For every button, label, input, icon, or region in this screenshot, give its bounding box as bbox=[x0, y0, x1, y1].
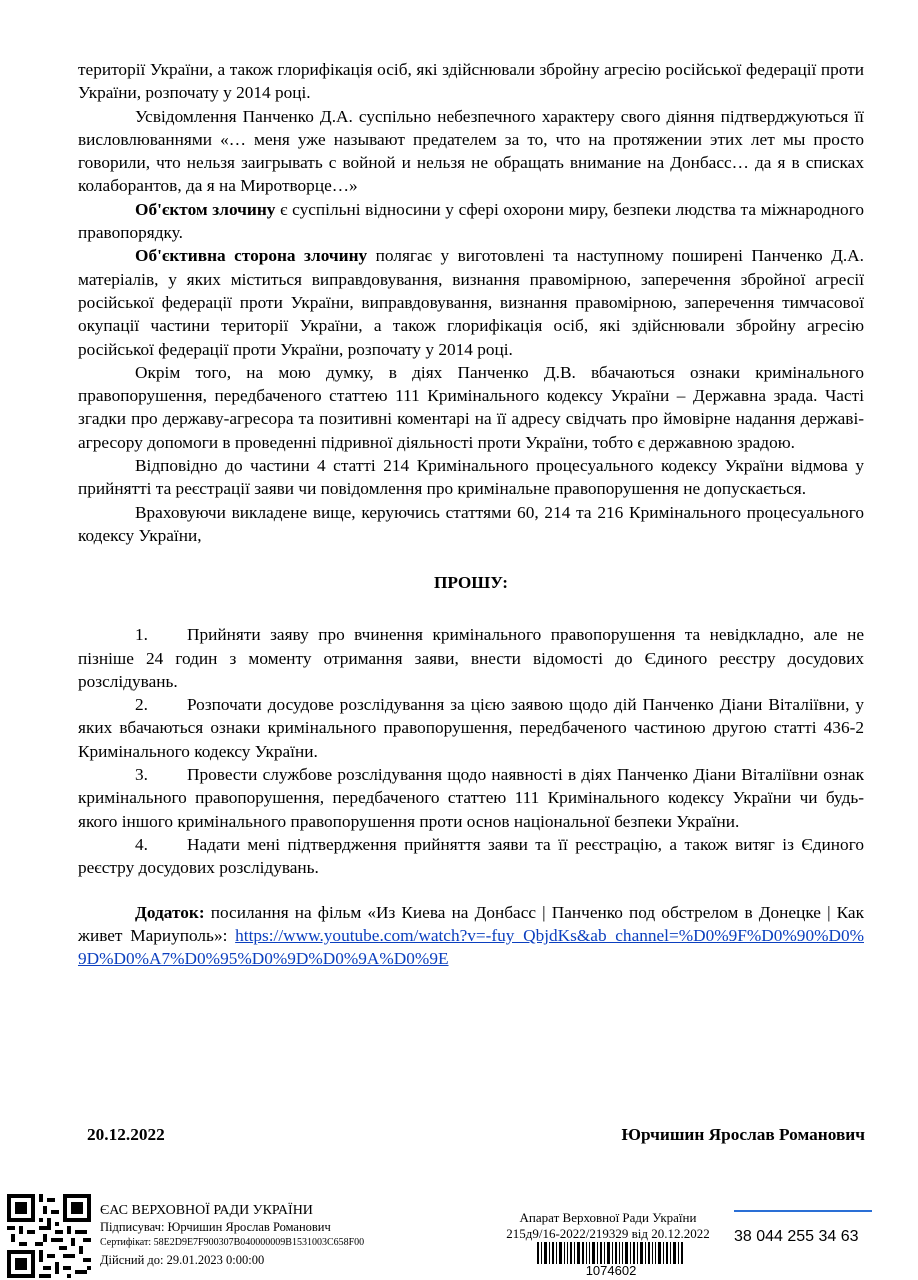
list-item bbox=[78, 623, 864, 693]
list-item-number: 2. bbox=[135, 695, 148, 715]
signatory-name: Юрчишин Ярослав Романович bbox=[621, 1125, 865, 1144]
object-text: є суспільні відносини у сфері охорони миру, безпеки людства та міжнародного правопорядку. bbox=[78, 199, 864, 243]
paragraph-objective-side bbox=[78, 244, 864, 360]
list-item bbox=[78, 693, 864, 763]
list-item-number: 1. bbox=[135, 625, 148, 645]
valid-until-line: Дійсний до: 29.01.2023 0:00:00 bbox=[100, 1253, 265, 1267]
phone-number: 38 044 255 34 63 bbox=[734, 1228, 859, 1245]
paragraph-treason: Окрім того, на мою думку, в діях Панченко Д.В. вбачаються ознаки кримінального правопорушення, передбаченого статтею 111 Кримінального кодексу України – Державна зрада. Часті згадки про державу-агресора та позитивні коментарі на її адресу свідчать про ймовірне надання державі-агресору допомоги в проведенні підривної діяльності проти України, тобто є державною зрадою. bbox=[78, 362, 864, 452]
youtube-link[interactable]: https://www.youtube.com/watch?v=-fuy_QbjdKs&ab_channel=%D0%9F%D0%90%D0%9D%D0%A7%D0%95%D0%9D%D0%9A%D0%9E bbox=[78, 925, 864, 969]
list-item-number: 3. bbox=[135, 765, 148, 785]
document-body bbox=[78, 58, 864, 970]
paragraph-considering: Враховуючи викладене вище, керуючись статтями 60, 214 та 216 Кримінального процесуального кодексу України, bbox=[78, 502, 864, 545]
list-item-text: Провести службове розслідування щодо наявності в діях Панченко Діани Віталіївни ознак кримінального правопорушення, передбаченого статтею 111 Кримінального кодексу України чи будь-якого іншого кримінального правопорушення проти основ національної безпеки України. bbox=[78, 765, 864, 831]
phone-divider bbox=[734, 1210, 872, 1212]
certificate-line: Сертифікат: 58E2D9E7F900307B040000009B1531003C658F00 bbox=[100, 1237, 365, 1248]
signer-line: Підписувач: Юрчишин Ярослав Романович bbox=[100, 1220, 331, 1234]
barcode-icon bbox=[537, 1242, 685, 1264]
barcode-number: 1074602 bbox=[585, 1263, 637, 1278]
list-item-text: Прийняти заяву про вчинення кримінального правопорушення та невідкладно, але не пізніше 24 годин з моменту отримання заяви, внести відомості до Єдиного реєстру досудових розслідувань. bbox=[78, 625, 864, 691]
object-label: Об'єктом злочину bbox=[135, 199, 276, 219]
signature-date: 20.12.2022 bbox=[87, 1125, 165, 1144]
registration-stamp bbox=[492, 1210, 724, 1242]
list-item-text: Надати мені підтвердження прийняття заяви та її реєстрацію, а також витяг із Єдиного реєстру досудових розслідувань. bbox=[78, 834, 864, 878]
list-item bbox=[78, 763, 864, 833]
e-signature-footer bbox=[0, 1190, 918, 1280]
list-item-number: 4. bbox=[135, 834, 148, 854]
paragraph-object bbox=[78, 198, 864, 245]
paragraph-continuation: території України, а також глорифікація осіб, які здійснювали збройну агресію російської федерації проти України, розпочату у 2014 році. bbox=[78, 60, 864, 103]
addendum bbox=[78, 901, 864, 971]
list-item-text: Розпочати досудове розслідування за цією заявою щодо дій Панченко Діани Віталіївни, у яких вбачаються ознаки кримінального правопорушення, передбаченого частиною другою статті 436-2 Кримінального кодексу України. bbox=[78, 695, 864, 761]
addendum-text: посилання на фільм «Из Киева на Донбасс | Панченко под обстрелом в Донецке | Как живет Мариуполь»: bbox=[78, 902, 864, 945]
qr-code-icon bbox=[7, 1194, 91, 1278]
e-signature-block bbox=[100, 1202, 364, 1269]
paragraph-awareness: Усвідомлення Панченко Д.А. суспільно небезпечного характеру свого діяння підтверджуються її висловлюваннями «… меня уже называют предателем за то, что на протяжении этих лет мы просто говорили, что нельзя заигрывать с войной и нельзя не обращать внимание на Донбасс… да я в списках колаборантов, да я на Миротворце…» bbox=[78, 106, 864, 196]
objective-side-text: полягає у виготовлені та наступному поширені Панченко Д.А. матеріалів, у яких міститься виправдовування, визнання правомірною, заперечення збройної агресії російської федерації проти України, виправдовування, визнання правомірною, заперечення тимчасової окупації частини території України, а також глорифікація осіб, які здійснювали збройну агресію російської федерації проти України, розпочату у 2014 році. bbox=[78, 246, 864, 359]
request-heading: ПРОШУ: bbox=[433, 573, 509, 593]
request-list bbox=[78, 623, 864, 879]
eas-title: ЄАС ВЕРХОВНОЇ РАДИ УКРАЇНИ bbox=[100, 1203, 313, 1218]
apparat-name: Апарат Верховної Ради України bbox=[519, 1210, 697, 1225]
objective-side-label: Об'єктивна сторона злочину bbox=[135, 246, 368, 266]
paragraph-article-214: Відповідно до частини 4 статті 214 Кримінального процесуального кодексу України відмова у прийнятті та реєстрації заяви чи повідомлення про кримінальне правопорушення не допускається. bbox=[78, 456, 864, 499]
list-item bbox=[78, 833, 864, 880]
addendum-label: Додаток: bbox=[135, 902, 205, 922]
registration-number: 215д9/16-2022/219329 від 20.12.2022 bbox=[506, 1226, 710, 1241]
